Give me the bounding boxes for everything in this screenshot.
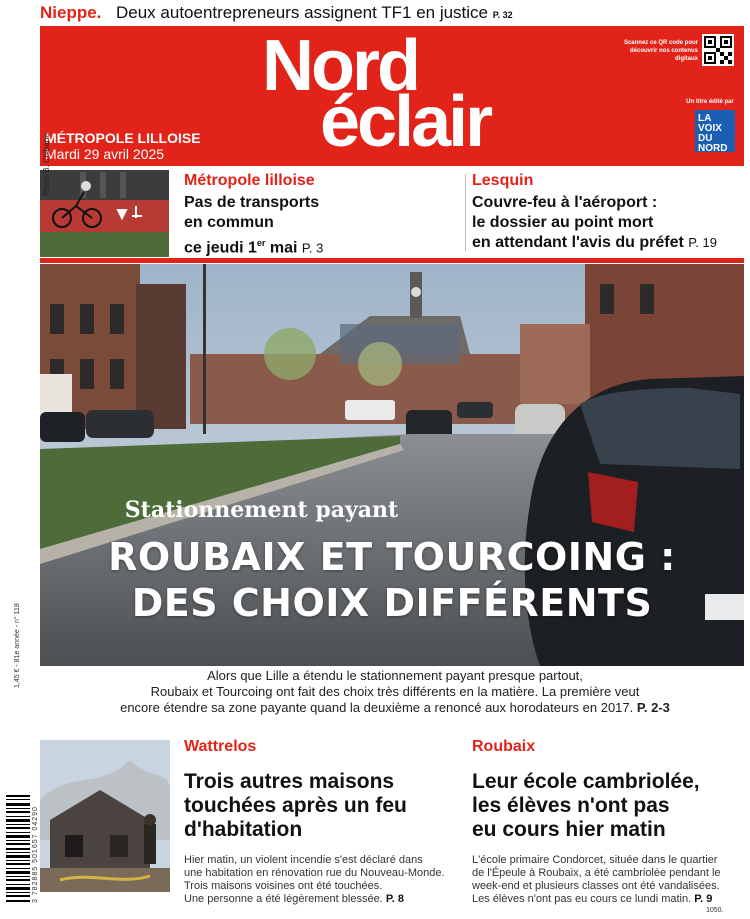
teaser-right-kicker: Lesquin [472,172,534,189]
photo-credit: Photo B. Chibane [42,133,51,196]
price-issue-info: 1,45 € - 81e année - n° 118 [14,603,21,688]
masthead [40,26,744,166]
story-right[interactable] [472,738,744,906]
section-rule [40,258,744,263]
teaser-left[interactable] [184,172,454,258]
story-left-title[interactable]: Trois autres maisons touchées après un feu d'habitation [184,770,407,841]
logo-eclair[interactable]: éclair [320,82,491,162]
print-code: 1050. [706,907,724,914]
qr-caption: Scannez ce QR code pour découvrir nos contenus digitaux [623,40,698,62]
hero-kicker: Stationnement payant [124,497,399,523]
story-left[interactable] [184,738,454,906]
edited-by-label: Un titre édité par [686,99,734,105]
hero-photo[interactable] [40,264,744,666]
fire-photo[interactable] [40,740,170,892]
teaser-right-title: Couvre-feu à l'aéroport : le dossier au point mort en attendant l'avis du préfet P. 19 [472,194,717,251]
story-left-page: P. 8 [385,893,404,905]
publisher-logo[interactable]: LA VOIX DU NORD [695,110,735,152]
logo-nord[interactable]: Nord [262,26,418,106]
teaser-left-kicker: Métropole lilloise [184,172,315,189]
teaser-right[interactable] [472,172,744,253]
qr-code-icon[interactable] [702,34,734,66]
story-left-body: Hier matin, un violent incendie s'est déclaré dans une habitation en rénovation rue du Nouveau-Monde. Trois maisons voisines ont été touchées. Une personne a été légèrement blessée. P. 8 [184,854,445,905]
story-left-kicker: Wattrelos [184,738,257,755]
cyclist-photo[interactable] [40,170,169,257]
story-right-body: L'école primaire Condorcet, située dans le quartier de l'Épeule à Roubaix, a été cambriolée pendant le week-end et plusieurs classes ont été vandalisées. Les élèves n'ont pas eu cours ce lundi matin. P. 9 [472,854,721,905]
top-teaser-page: P. 32 [492,10,513,20]
barcode [6,793,30,905]
lead-paragraph: Alors que Lille a étendu le stationnement payant presque partout, Roubaix et Tourcoing ont fait des choix très différents en la matière. La première veut encore étendre sa zone payante quand la deuxième a renoncé aux horodateurs en 2017. P. 2-3 [120,668,670,715]
issue-date: Mardi 29 avril 2025 [45,146,165,162]
top-teaser-place: Nieppe. [40,3,102,22]
teaser-left-title: Pas de transports en commun ce jeudi 1er mai P. 3 [184,194,324,257]
edition-label: MÉTROPOLE LILLOISE [45,130,201,146]
lead-page: P. 2-3 [636,700,670,715]
story-right-title[interactable]: Leur école cambriolée, les élèves n'ont pas eu cours hier matin [472,770,700,841]
story-right-page: P. 9 [694,893,713,905]
teaser-left-page: P. 3 [301,240,324,256]
teaser-right-page: P. 19 [688,235,717,250]
barcode-number: 3 782885 501657 04290 [32,806,39,903]
top-teaser-headline: Deux autoentrepreneurs assignent TF1 en justice P. 32 [116,3,513,22]
hero-headline[interactable]: ROUBAIX ET TOURCOING : DES CHOIX DIFFÉRENTS [108,535,676,625]
teaser-divider [465,174,466,251]
story-right-kicker: Roubaix [472,738,536,755]
top-teaser[interactable] [0,0,750,26]
